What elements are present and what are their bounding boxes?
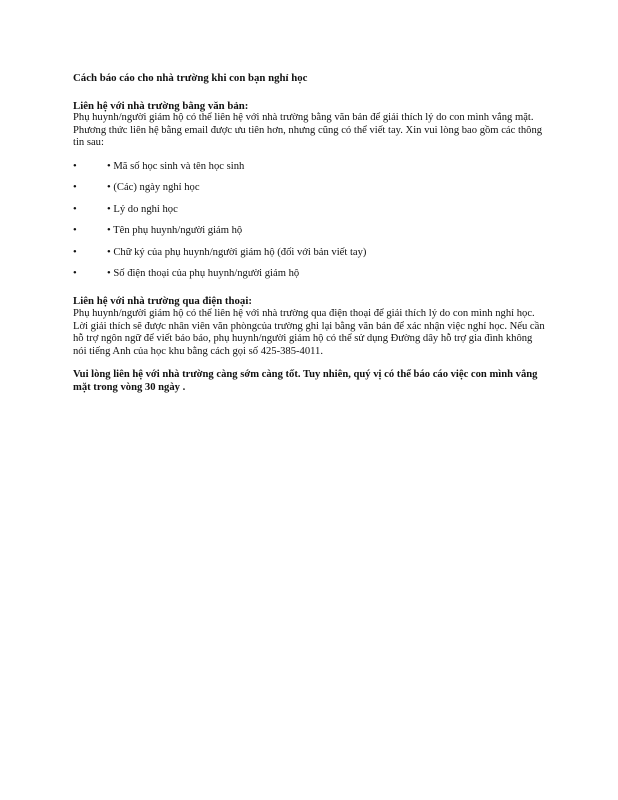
list-item	[73, 161, 548, 182]
list-item	[73, 225, 548, 246]
phone-contact-body: Phụ huynh/người giám hộ có thể liên hệ với nhà trường qua điện thoại để giải thích lý do con mình nghỉ học. Lời giải thích sẽ được nhân viên văn phòngcủa trường ghi lại bằng văn bản để xác nhận việc nghỉ học. Nếu cần hỗ trợ ngôn ngữ để viết báo báo, phụ huynh/người giám hộ có thể sử dụng Đường dây hỗ trợ gia đình không nói tiếng Anh của học khu bằng cách gọi số 425-385-4011.	[73, 307, 545, 357]
list-item-text: • (Các) ngày nghỉ học	[107, 182, 200, 194]
phone-contact-section	[73, 295, 548, 358]
written-contact-heading: Liên hệ với nhà trường bằng văn bản:	[73, 99, 249, 112]
list-item-text: • Tên phụ huynh/người giám hộ	[107, 225, 243, 237]
phone-contact-heading: Liên hệ với nhà trường qua điện thoại:	[73, 295, 252, 308]
list-item-text: • Mã số học sinh và tên học sinh	[107, 160, 245, 172]
document-title: Cách báo cáo cho nhà trường khi con bạn nghỉ học	[73, 72, 308, 84]
document-page	[73, 72, 548, 394]
list-item	[73, 247, 548, 268]
written-contact-body: Phụ huynh/người giám hộ có thể liên hệ với nhà trường bằng văn bản để giải thích lý do con mình vắng mặt. Phương thức liên hệ bằng email được ưu tiên hơn, nhưng cũng có thể viết tay. Xin vui lòng bao gồm các thông tin sau:	[73, 112, 543, 149]
list-item-text: • Chữ ký của phụ huynh/người giám hộ (đối với bản viết tay)	[107, 246, 367, 258]
bullet-marker: •	[73, 182, 77, 194]
list-item	[73, 182, 548, 203]
bullet-marker: •	[73, 160, 77, 172]
list-item-text: • Số điện thoại của phụ huynh/người giám hộ	[107, 267, 300, 279]
bullet-marker: •	[73, 203, 77, 215]
bullet-marker: •	[73, 267, 77, 279]
bullet-marker: •	[73, 246, 77, 258]
required-info-list	[73, 161, 548, 289]
list-item	[73, 204, 548, 225]
list-item	[73, 268, 548, 289]
closing-note: Vui lòng liên hệ với nhà trường càng sớm càng tốt. Tuy nhiên, quý vị có thể báo cáo việc con mình vắng mặt trong vòng 30 ngày .	[73, 369, 538, 393]
bullet-marker: •	[73, 225, 77, 237]
list-item-text: • Lý do nghỉ học	[107, 203, 178, 215]
